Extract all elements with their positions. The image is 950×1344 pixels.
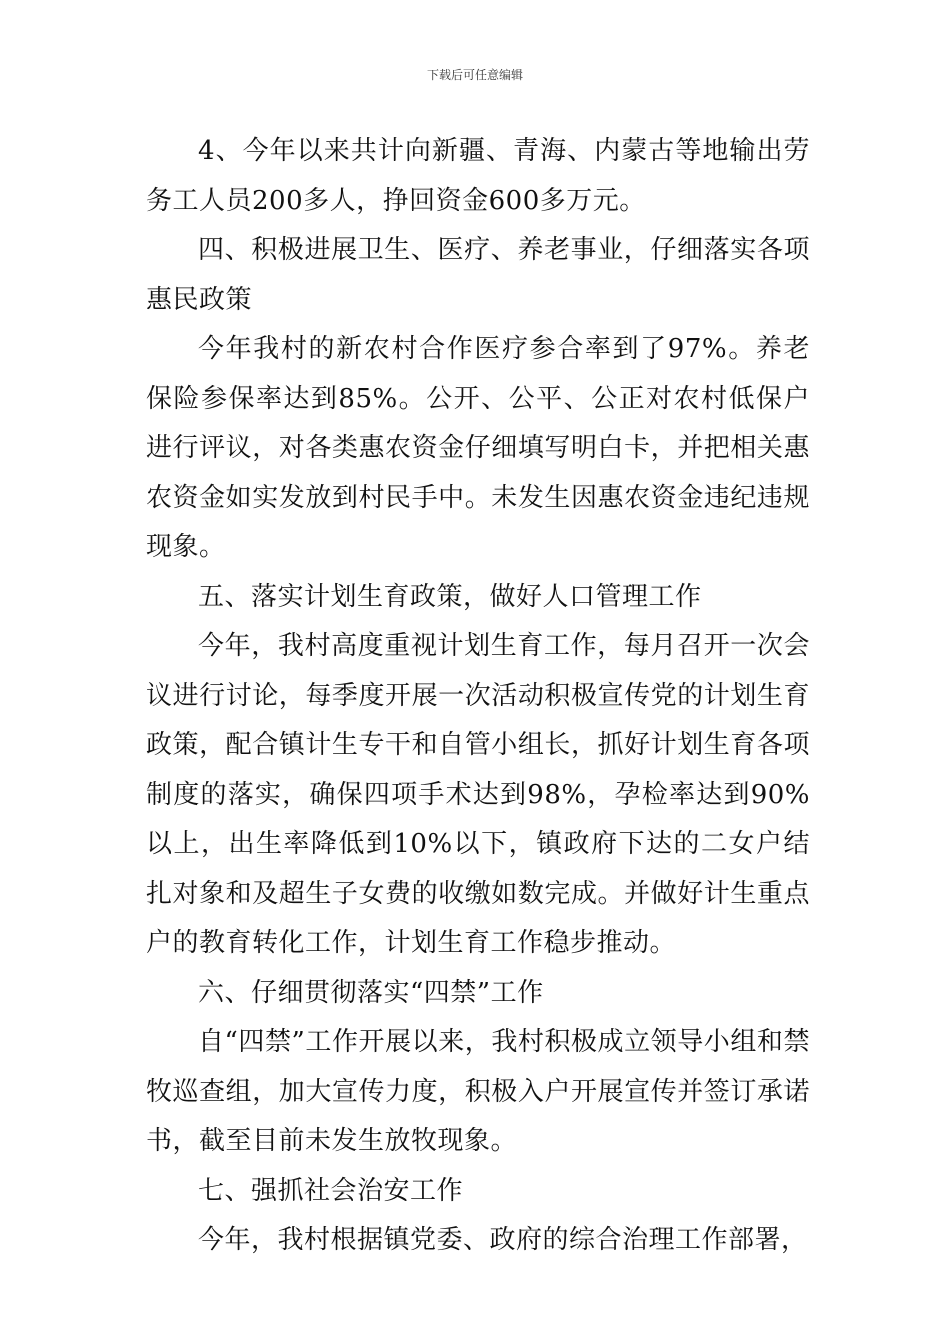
paragraph: 今年，我村根据镇党委、政府的综合治理工作部署， xyxy=(198,1225,808,1255)
section-heading: 七、强抓社会治安工作 xyxy=(198,1175,464,1206)
paragraph: 今年，我村高度重视计划生育工作，每月召开一次会议进行讨论，每季度开展一次活动积极宣传党的计划生育政策，配合镇计生专干和自管小组长，抓好计划生育各项制度的落实，确保四项手术达到98%，孕检率达到90%以上，出生率降低到10%以下，镇政府下达的二女户结扎对象和及超生子女费的收缴如数完成。并做好计生重点户的教育转化工作，计划生育工作稳步推动。 xyxy=(146,631,810,958)
document-body xyxy=(146,127,810,1266)
paragraph: 4、今年以来共计向新疆、青海、内蒙古等地输出劳务工人员200多人，挣回资金600多万元。 xyxy=(146,136,810,216)
page-header: 下载后可任意编辑 xyxy=(426,68,523,82)
section-heading: 六、仔细贯彻落实“四禁”工作 xyxy=(198,977,544,1008)
paragraph: 今年我村的新农村合作医疗参合率到了97%。养老保险参保率达到85%。公开、公平、公正对农村低保户进行评议，对各类惠农资金仔细填写明白卡，并把相关惠农资金如实发放到村民手中。未发生因惠农资金违纪违规现象。 xyxy=(146,334,810,562)
paragraph: 自“四禁”工作开展以来，我村积极成立领导小组和禁牧巡查组，加大宣传力度，积极入户开展宣传并签订承诺书，截至目前未发生放牧现象。 xyxy=(146,1027,810,1156)
section-heading: 五、落实计划生育政策，做好人口管理工作 xyxy=(198,581,702,612)
section-heading: 四、积极进展卫生、医疗、养老事业，仔细落实各项惠民政策 xyxy=(146,235,810,315)
